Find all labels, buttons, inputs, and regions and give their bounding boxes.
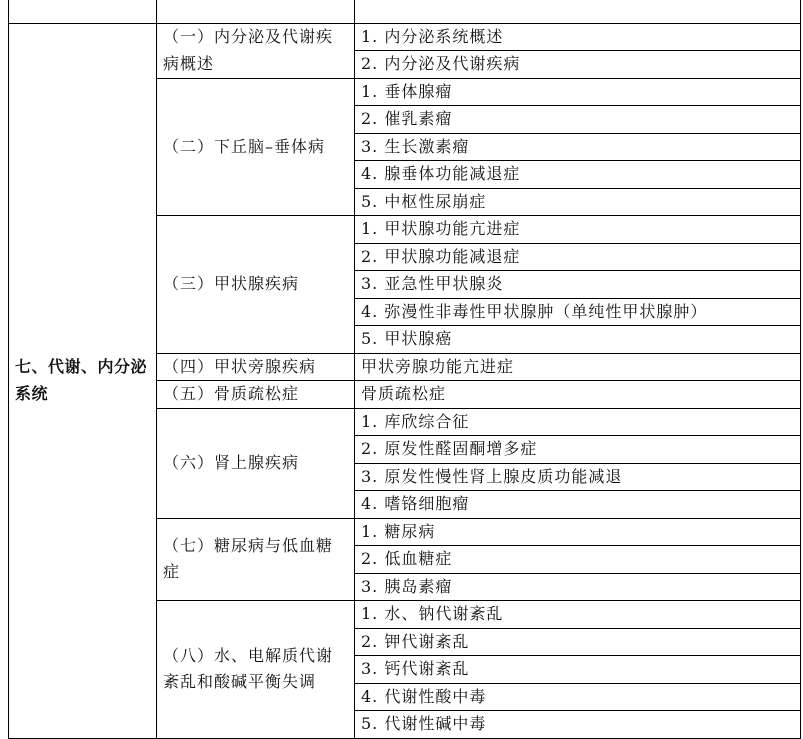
system-title: 七、代谢、内分泌系统 bbox=[15, 357, 148, 403]
unit-name: （一）内分泌及代谢疾病概述 bbox=[163, 27, 334, 73]
item-cell: 3. 原发性慢性肾上腺皮质功能减退 bbox=[355, 463, 801, 491]
unit-name: （五）骨质疏松症 bbox=[163, 384, 300, 403]
item-cell: 3. 生长激素瘤 bbox=[355, 133, 801, 161]
item-cell: 甲状旁腺功能亢进症 bbox=[355, 353, 801, 381]
unit-name-cell bbox=[157, 216, 355, 354]
item-cell: 5. 中枢性尿崩症 bbox=[355, 188, 801, 216]
item-cell: 1. 糖尿病 bbox=[355, 518, 801, 546]
unit-name-cell bbox=[157, 23, 355, 78]
item-cell: 2. 钾代谢紊乱 bbox=[355, 628, 801, 656]
item-cell: 3. 钙代谢紊乱 bbox=[355, 656, 801, 684]
unit-name-cell bbox=[157, 78, 355, 216]
item-cell: 4. 代谢性酸中毒 bbox=[355, 683, 801, 711]
system-title-cell bbox=[9, 23, 157, 738]
unit-name-cell bbox=[157, 601, 355, 739]
item-cell: 2. 甲状腺功能减退症 bbox=[355, 243, 801, 271]
item-cell: 4. 弥漫性非毒性甲状腺肿（单纯性甲状腺肿） bbox=[355, 298, 801, 326]
cell-stub bbox=[157, 0, 355, 23]
item-cell: 1. 水、钠代谢紊乱 bbox=[355, 601, 801, 629]
syllabus-table bbox=[8, 0, 801, 739]
item-cell: 5. 甲状腺癌 bbox=[355, 326, 801, 354]
cell-stub bbox=[9, 0, 157, 23]
item-cell: 2. 低血糖症 bbox=[355, 546, 801, 574]
table-row-top-stub bbox=[9, 0, 801, 23]
item-cell: 2. 原发性醛固酮增多症 bbox=[355, 436, 801, 464]
item-cell: 4. 嗜铬细胞瘤 bbox=[355, 491, 801, 519]
unit-name-cell bbox=[157, 353, 355, 381]
item-cell: 1. 内分泌系统概述 bbox=[355, 23, 801, 51]
item-cell: 1. 甲状腺功能亢进症 bbox=[355, 216, 801, 244]
unit-name-cell bbox=[157, 381, 355, 409]
item-cell: 2. 内分泌及代谢疾病 bbox=[355, 51, 801, 79]
item-cell: 3. 亚急性甲状腺炎 bbox=[355, 271, 801, 299]
unit-name-cell bbox=[157, 408, 355, 518]
unit-name: （三）甲状腺疾病 bbox=[163, 274, 300, 293]
unit-name-cell bbox=[157, 518, 355, 601]
item-cell: 骨质疏松症 bbox=[355, 381, 801, 409]
table-row bbox=[9, 23, 801, 51]
item-cell: 1. 垂体腺瘤 bbox=[355, 78, 801, 106]
unit-name: （六）肾上腺疾病 bbox=[163, 452, 300, 472]
item-cell: 2. 催乳素瘤 bbox=[355, 106, 801, 134]
unit-name: （八）水、电解质代谢 紊乱和酸碱平衡失调 bbox=[163, 645, 334, 692]
item-cell: 3. 胰岛素瘤 bbox=[355, 573, 801, 601]
unit-name: （二）下丘脑–垂体病 bbox=[163, 136, 326, 156]
item-cell: 5. 代谢性碱中毒 bbox=[355, 711, 801, 739]
unit-name: （四）甲状旁腺疾病 bbox=[163, 356, 317, 376]
item-cell: 1. 库欣综合征 bbox=[355, 408, 801, 436]
item-cell: 4. 腺垂体功能减退症 bbox=[355, 161, 801, 189]
cell-stub bbox=[355, 0, 801, 23]
unit-name: （七）糖尿病与低血糖症 bbox=[163, 535, 334, 582]
